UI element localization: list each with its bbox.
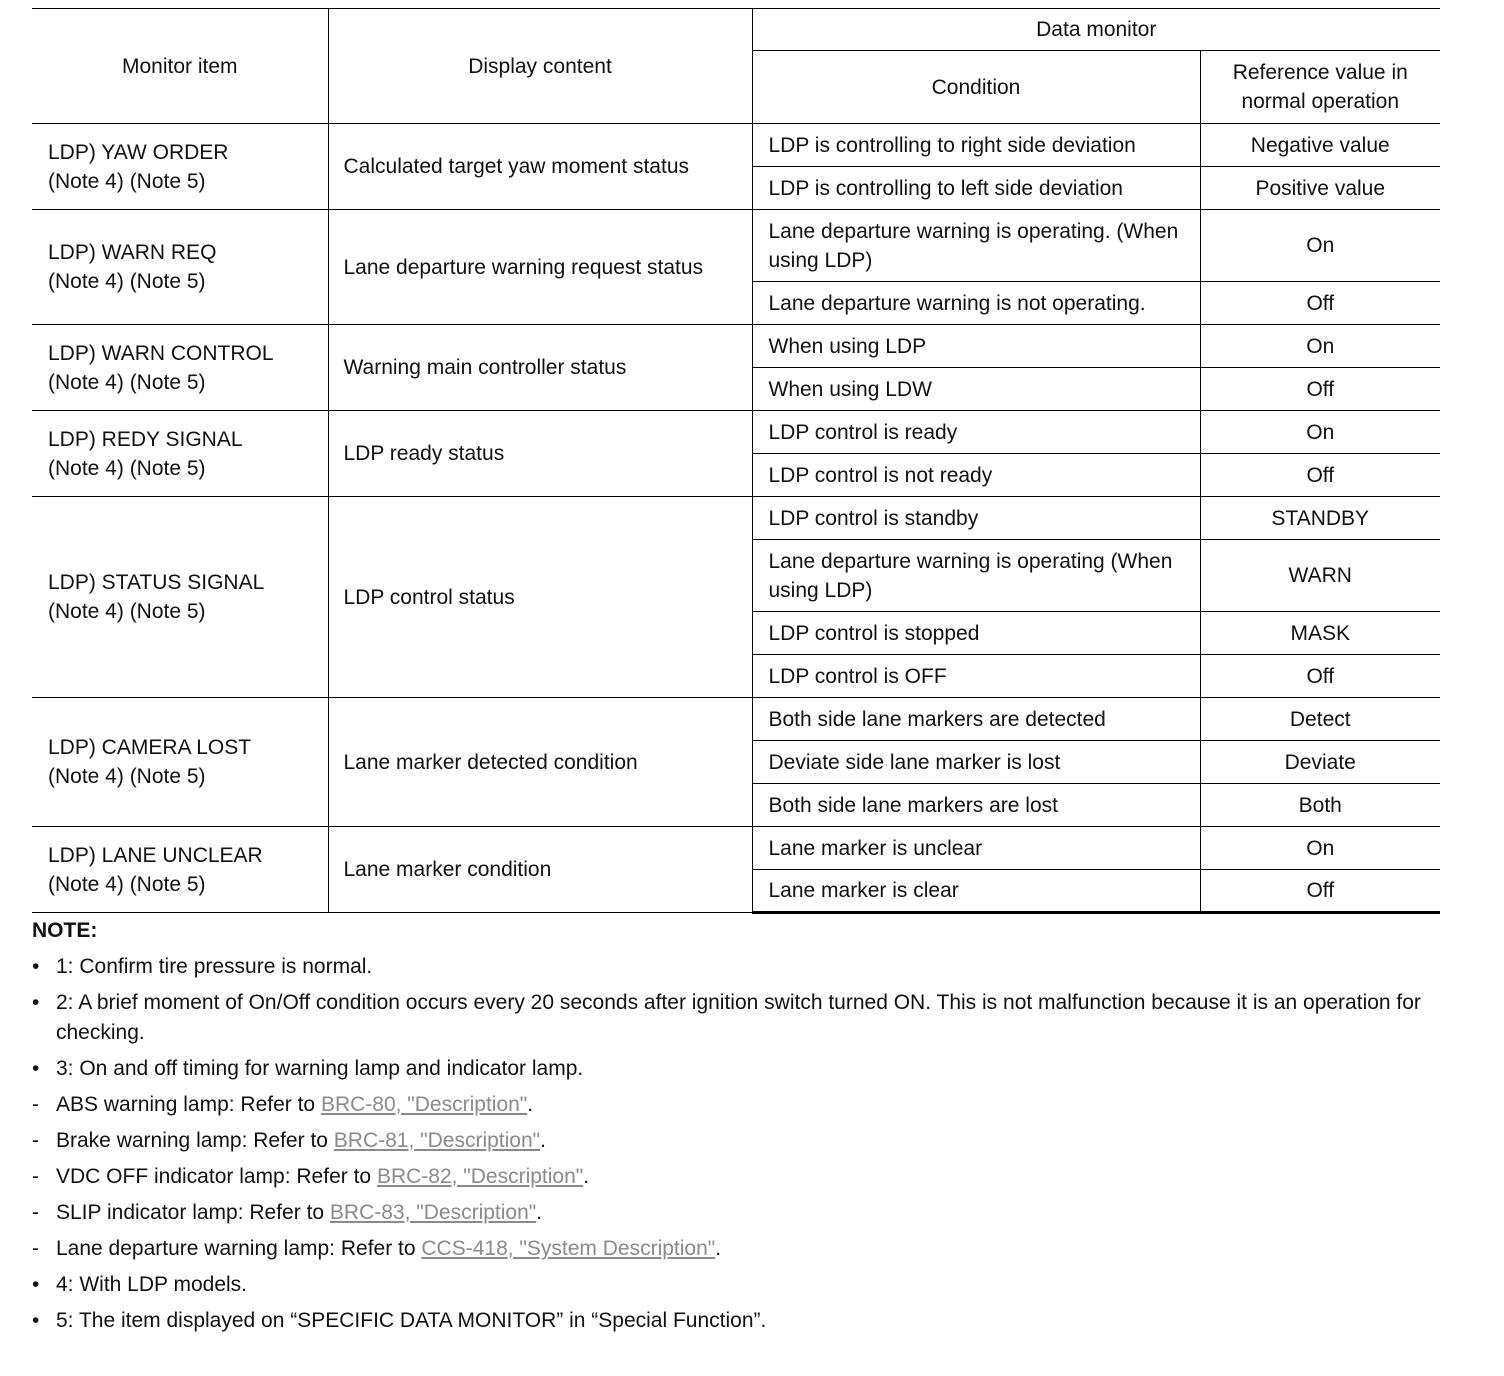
note-item bbox=[32, 1126, 1452, 1156]
monitor-item-name: LDP) LANE UNCLEAR bbox=[48, 843, 263, 867]
reference-value-cell: Off bbox=[1200, 870, 1440, 913]
display-content-cell: Calculated target yaw moment status bbox=[328, 124, 752, 210]
condition-cell: Deviate side lane marker is lost bbox=[752, 741, 1200, 784]
condition-cell: LDP control is not ready bbox=[752, 454, 1200, 497]
note-suffix: . bbox=[715, 1237, 722, 1260]
display-content-cell: Lane departure warning request status bbox=[328, 210, 752, 325]
monitor-item-notes: (Note 4) (Note 5) bbox=[48, 456, 206, 480]
reference-value-cell: STANDBY bbox=[1200, 497, 1440, 540]
dash-marker: - bbox=[32, 1129, 39, 1152]
notes-section bbox=[32, 916, 1452, 1342]
note-text: 2: A brief moment of On/Off condition occurs every 20 seconds after ignition switch turned ON. This is not malfunction because it is an operation for checking. bbox=[56, 991, 1421, 1044]
reference-link[interactable]: BRC-80, "Description" bbox=[320, 1093, 528, 1116]
reference-link[interactable]: CCS-418, "System Description" bbox=[421, 1237, 716, 1260]
reference-value-cell: Off bbox=[1200, 454, 1440, 497]
condition-cell: Lane departure warning is not operating. bbox=[752, 282, 1200, 325]
note-text: Lane departure warning lamp: Refer to bbox=[56, 1237, 422, 1260]
note-text: SLIP indicator lamp: Refer to bbox=[56, 1201, 330, 1224]
dash-marker: - bbox=[32, 1237, 39, 1260]
monitor-item-notes: (Note 4) (Note 5) bbox=[48, 600, 206, 623]
display-content-cell: Warning main controller status bbox=[328, 325, 752, 411]
reference-value-cell: Off bbox=[1200, 368, 1440, 411]
condition-cell: LDP control is OFF bbox=[752, 655, 1200, 698]
note-item bbox=[32, 1306, 1452, 1336]
header-condition: Condition bbox=[752, 51, 1200, 124]
monitor-item-cell bbox=[32, 827, 328, 913]
notes-heading: NOTE: bbox=[32, 919, 98, 942]
table-row bbox=[32, 124, 1440, 167]
dash-marker: - bbox=[32, 1093, 39, 1116]
monitor-item-name: LDP) YAW ORDER bbox=[48, 140, 229, 164]
condition-cell: Lane departure warning is operating. (When using LDP) bbox=[752, 210, 1200, 282]
monitor-item-cell bbox=[32, 325, 328, 411]
condition-cell: When using LDW bbox=[752, 368, 1200, 411]
condition-cell: Lane marker is clear bbox=[752, 870, 1200, 913]
bullet-marker: • bbox=[32, 991, 40, 1014]
note-text: 4: With LDP models. bbox=[56, 1273, 248, 1296]
note-text: Brake warning lamp: Refer to bbox=[56, 1129, 334, 1152]
reference-link[interactable]: BRC-82, "Description" bbox=[376, 1165, 584, 1188]
monitor-item-name: LDP) WARN REQ bbox=[48, 241, 217, 264]
data-monitor-table bbox=[32, 8, 1440, 914]
condition-cell: LDP control is standby bbox=[752, 497, 1200, 540]
note-item bbox=[32, 1162, 1452, 1192]
monitor-item-notes: (Note 4) (Note 5) bbox=[48, 270, 206, 293]
reference-value-cell: WARN bbox=[1200, 540, 1440, 612]
condition-cell: Both side lane markers are lost bbox=[752, 784, 1200, 827]
monitor-item-name: LDP) CAMERA LOST bbox=[48, 736, 252, 759]
note-item bbox=[32, 1234, 1452, 1264]
note-suffix: . bbox=[536, 1201, 543, 1224]
reference-value-cell: Deviate bbox=[1200, 741, 1440, 784]
header-data-monitor: Data monitor bbox=[752, 9, 1440, 51]
note-suffix: . bbox=[540, 1129, 546, 1152]
note-text: ABS warning lamp: Refer to bbox=[56, 1093, 321, 1116]
bullet-marker: • bbox=[32, 955, 40, 978]
dash-marker: - bbox=[32, 1165, 39, 1188]
monitor-item-notes: (Note 4) (Note 5) bbox=[48, 370, 206, 394]
table-body bbox=[32, 124, 1440, 913]
reference-value-cell: On bbox=[1200, 325, 1440, 368]
bullet-marker: • bbox=[32, 1057, 40, 1080]
monitor-item-cell bbox=[32, 210, 328, 325]
monitor-item-notes: (Note 4) (Note 5) bbox=[48, 765, 206, 788]
condition-cell: Lane marker is unclear bbox=[752, 827, 1200, 870]
note-suffix: . bbox=[527, 1093, 534, 1116]
condition-cell: Lane departure warning is operating (When using LDP) bbox=[752, 540, 1200, 612]
monitor-item-name: LDP) REDY SIGNAL bbox=[48, 427, 243, 451]
reference-value-cell: Off bbox=[1200, 655, 1440, 698]
note-item bbox=[32, 1198, 1452, 1228]
condition-cell: LDP control is stopped bbox=[752, 612, 1200, 655]
header-monitor-item: Monitor item bbox=[32, 9, 328, 124]
display-content-cell: Lane marker detected condition bbox=[328, 698, 752, 827]
display-content-cell: LDP ready status bbox=[328, 411, 752, 497]
note-item bbox=[32, 1090, 1452, 1120]
bullet-marker: • bbox=[32, 1309, 40, 1332]
condition-cell: LDP is controlling to left side deviation bbox=[752, 167, 1200, 210]
table-row bbox=[32, 698, 1440, 741]
table-row bbox=[32, 210, 1440, 282]
dash-marker: - bbox=[32, 1201, 39, 1224]
monitor-item-notes: (Note 4) (Note 5) bbox=[48, 872, 206, 896]
reference-link[interactable]: BRC-83, "Description" bbox=[329, 1201, 537, 1224]
display-content-cell: LDP control status bbox=[328, 497, 752, 698]
bullet-marker: • bbox=[32, 1273, 40, 1296]
condition-cell: LDP control is ready bbox=[752, 411, 1200, 454]
condition-cell: Both side lane markers are detected bbox=[752, 698, 1200, 741]
condition-cell: LDP is controlling to right side deviation bbox=[752, 124, 1200, 167]
reference-value-cell: On bbox=[1200, 827, 1440, 870]
reference-value-cell: Detect bbox=[1200, 698, 1440, 741]
monitor-item-notes: (Note 4) (Note 5) bbox=[48, 169, 206, 193]
note-item bbox=[32, 1054, 1452, 1084]
note-text: 1: Confirm tire pressure is normal. bbox=[56, 955, 373, 978]
monitor-item-name: LDP) STATUS SIGNAL bbox=[48, 571, 265, 594]
reference-value-cell: On bbox=[1200, 210, 1440, 282]
table-row bbox=[32, 325, 1440, 368]
monitor-item-cell bbox=[32, 698, 328, 827]
display-content-cell: Lane marker condition bbox=[328, 827, 752, 913]
header-display-content: Display content bbox=[328, 9, 752, 124]
notes-list bbox=[32, 952, 1452, 1336]
note-text: 5: The item displayed on “SPECIFIC DATA MONITOR” in “Special Function”. bbox=[56, 1309, 767, 1332]
note-item bbox=[32, 988, 1452, 1048]
note-suffix: . bbox=[583, 1165, 590, 1188]
reference-value-cell: On bbox=[1200, 411, 1440, 454]
reference-value-cell: Off bbox=[1200, 282, 1440, 325]
note-item bbox=[32, 952, 1452, 982]
reference-value-cell: Both bbox=[1200, 784, 1440, 827]
monitor-item-cell bbox=[32, 411, 328, 497]
reference-value-cell: Negative value bbox=[1200, 124, 1440, 167]
note-item bbox=[32, 1270, 1452, 1300]
header-reference-value: Reference value in normal operation bbox=[1200, 51, 1440, 124]
note-text: VDC OFF indicator lamp: Refer to bbox=[56, 1165, 377, 1188]
monitor-item-cell bbox=[32, 497, 328, 698]
table-row bbox=[32, 827, 1440, 870]
monitor-item-cell bbox=[32, 124, 328, 210]
reference-value-cell: MASK bbox=[1200, 612, 1440, 655]
table-row bbox=[32, 497, 1440, 540]
monitor-item-name: LDP) WARN CONTROL bbox=[48, 341, 274, 365]
reference-value-cell: Positive value bbox=[1200, 167, 1440, 210]
note-text: 3: On and off timing for warning lamp and indicator lamp. bbox=[56, 1057, 584, 1080]
reference-link[interactable]: BRC-81, "Description" bbox=[333, 1129, 541, 1152]
table-row bbox=[32, 411, 1440, 454]
condition-cell: When using LDP bbox=[752, 325, 1200, 368]
